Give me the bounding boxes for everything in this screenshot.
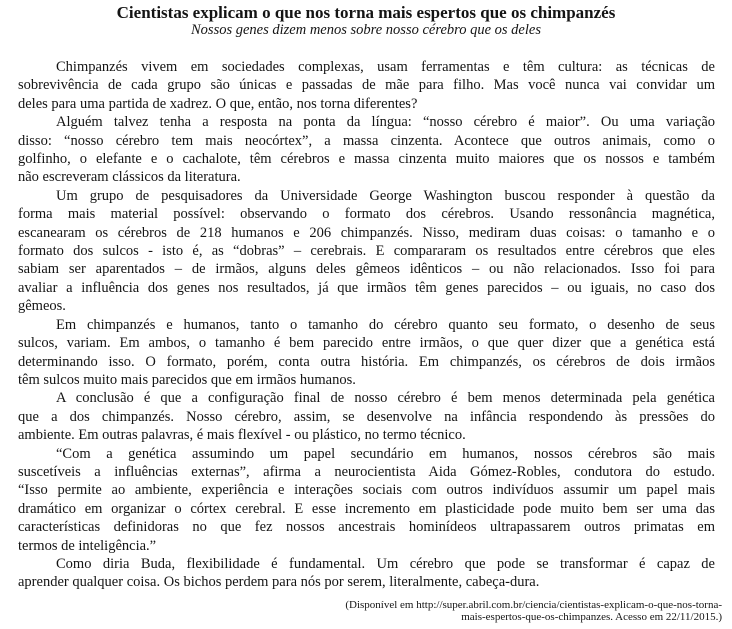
text-line-content: formato dos sulcos - isto é, as “dobras” – cerebrais. E compararam os resultados entre cérebros que eles: [18, 243, 715, 260]
text-line-content: deles para uma partida de xadrez. O que, então, nos torna diferentes?: [18, 95, 418, 112]
text-line: [18, 76, 715, 94]
text-line-content: termos de inteligência.”: [18, 537, 157, 554]
text-line-content: Um grupo de pesquisadores da Universidade George Washington buscou responder à questão da: [56, 187, 715, 204]
article-subtitle: Nossos genes dizem menos sobre nosso cérebro que os deles: [191, 22, 541, 38]
text-line: [18, 279, 715, 297]
text-line-content: sabiam ser aparentados – de irmãos, alguns deles gêmeos idênticos – ou não relacionados. Isso foi para: [18, 261, 715, 278]
text-line-content: gêmeos.: [18, 298, 66, 315]
text-line-content: dramático em organizar o córtex cerebral. E esse incremento em plasticidade pode muito bem ser uma das: [18, 500, 715, 517]
text-line: [18, 555, 715, 573]
text-line-content: forma mais material possível: observando o formato dos cérebros. Usando ressonância magnética,: [18, 206, 715, 223]
text-line: [18, 58, 715, 76]
text-line-content: ambiente. Em outras palavras, é mais flexível - ou plástico, no termo técnico.: [18, 427, 466, 444]
text-line-content: disso: “nosso cérebro tem mais neocórtex”, a massa cinzenta. Acontece que outros animais, como o: [18, 132, 715, 149]
article-body: [18, 58, 715, 592]
text-line-content: não escreveram clássicos da literatura.: [18, 169, 241, 186]
line-number: [0, 408, 14, 426]
text-line-content: sulcos, variam. Em ambos, o tamanho é bem parecido entre irmãos, o que quer dizer que a genética está: [18, 335, 715, 352]
text-line: [18, 573, 715, 591]
text-line-content: “Com a genética assumindo um papel secundário em humanos, nossos cérebros são mais: [56, 445, 715, 462]
text-line-content: A conclusão é que a configuração final de nosso cérebro é bem menos determinada pela genética: [56, 390, 715, 407]
line-number: [0, 224, 14, 242]
source-citation: [0, 599, 722, 624]
text-line-content: Como diria Buda, flexibilidade é fundamental. Um cérebro que pode se transformar é capaz de: [56, 555, 715, 572]
text-line-content: avaliar a influência dos genes nos resultados, já que irmãos têm genes parecidos – ou iguais, no caso dos: [18, 279, 715, 296]
text-line: [18, 260, 715, 278]
text-line: [18, 242, 715, 260]
text-line: [18, 371, 715, 389]
text-line: [18, 334, 715, 352]
text-line: [18, 168, 715, 186]
text-line: [18, 408, 715, 426]
text-line: [18, 426, 715, 444]
text-line: [18, 389, 715, 407]
text-line-content: escanearam os cérebros de 218 humanos e 206 chimpanzés. Nisso, mediram duas coisas: o tamanho e o: [18, 224, 715, 241]
text-line-content: características definidoras no que fez nossos ancestrais hominídeos ultrapassarem outros primatas em: [18, 519, 715, 536]
text-line: [18, 150, 715, 168]
text-line-content: que a dos chimpanzés. Nosso cérebro, assim, se desenvolve na infância respondendo às pressões do: [18, 408, 715, 425]
line-number: [0, 316, 14, 334]
text-line-content: têm sulcos muito mais parecidos que em irmãos humanos.: [18, 371, 356, 388]
source-citation-line-2: mais-espertos-que-os-chimpanzes. Acesso em 22/11/2015.): [461, 611, 722, 624]
text-line-content: golfinho, o elefante e o cachalote, têm cérebros e massa cinzenta muito maiores que os nossos e também: [18, 151, 715, 168]
text-line-content: Chimpanzés vivem em sociedades complexas, usam ferramentas e têm cultura: as técnicas de: [56, 59, 715, 75]
source-citation-line-1: (Disponível em http://super.abril.com.br/ciencia/cientistas-explicam-o-que-nos-torna-: [345, 598, 722, 611]
text-line-content: determinando isso. O formato, porém, conta outra história. Em chimpanzés, os cérebros de dois irmãos: [18, 353, 715, 370]
article-title: Cientistas explicam o que nos torna mais espertos que os chimpanzés: [116, 3, 616, 22]
text-line-content: Alguém talvez tenha a resposta na ponta da língua: “nosso cérebro é maior”. Ou uma variação: [56, 114, 715, 131]
text-line: [18, 463, 715, 481]
text-line: [18, 95, 715, 113]
text-line: [18, 113, 715, 131]
text-line: [18, 481, 715, 499]
text-line-content: sobrevivência de cada grupo são únicas e passadas de mãe para filho. Mas você nunca vai convidar um: [18, 77, 715, 94]
text-line: [18, 187, 715, 205]
text-line: [18, 445, 715, 463]
text-line: [18, 224, 715, 242]
text-line: [18, 132, 715, 150]
text-line: [18, 518, 715, 536]
line-number: [0, 500, 14, 518]
text-line: [18, 353, 715, 371]
line-number: [0, 58, 14, 76]
text-line: [18, 205, 715, 223]
text-line-content: “Isso permite ao ambiente, experiência e interações sociais com outros indivíduos assumir um papel mais: [18, 482, 715, 499]
text-line: [18, 297, 715, 315]
text-line-content: suscetíveis a influências externas”, afirma a neurocientista Aida Gómez-Robles, condutora do estudo.: [18, 463, 715, 480]
text-line: [18, 537, 715, 555]
line-number: [0, 132, 14, 150]
text-line: [18, 316, 715, 334]
text-line-content: aprender qualquer coisa. Os bichos perdem para nós por serem, literalmente, cabeça-dura.: [18, 574, 540, 591]
text-line-content: Em chimpanzés e humanos, tanto o tamanho do cérebro quanto seu formato, o desenho de seus: [56, 316, 715, 333]
text-line: [18, 500, 715, 518]
